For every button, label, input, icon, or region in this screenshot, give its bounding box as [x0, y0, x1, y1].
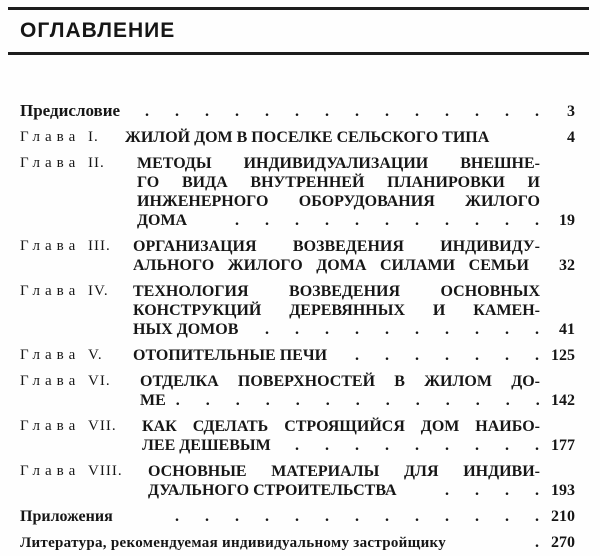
toc-line-text: ОТДЕЛКА ПОВЕРХНОСТЕЙ В ЖИЛОМ ДО-: [140, 373, 540, 390]
chapter-label: [20, 417, 117, 436]
chapter-word: Глава: [20, 418, 81, 434]
toc-entry: [20, 417, 575, 455]
toc-line: [137, 173, 540, 192]
toc-line-text: ИНЖЕНЕРНОГО ОБОРУДОВАНИЯ ЖИЛОГО: [137, 193, 540, 210]
page-number: 3: [567, 103, 575, 120]
toc-entry: [20, 346, 575, 365]
page-number: 125: [551, 347, 575, 364]
toc-line-text: МЕТОДЫ ИНДИВИДУАЛИЗАЦИИ ВНЕШНЕ-: [137, 155, 540, 172]
chapter-label: [20, 237, 111, 256]
table-of-contents: [20, 101, 575, 553]
page-number: 193: [551, 482, 575, 499]
leader-dots: . . . . . . . . .: [295, 437, 539, 454]
chapter-numeral: VI.: [88, 373, 111, 389]
leader-dots: . . . . . . . . . . .: [235, 212, 539, 229]
toc-line-text: НЫХ ДОМОВ: [133, 321, 239, 338]
toc-line-text: ДУАЛЬНОГО СТРОИТЕЛЬСТВА: [148, 482, 397, 499]
toc-line: [133, 256, 575, 275]
leader-dots: . . . . . . .: [355, 347, 539, 364]
chapter-label: [20, 128, 99, 147]
chapter-word: Глава: [20, 347, 81, 363]
chapter-label: [20, 282, 109, 301]
toc-line: [140, 372, 540, 391]
toc-line: [137, 211, 575, 230]
toc-line-text: ОРГАНИЗАЦИЯ ВОЗВЕДЕНИЯ ИНДИВИДУ-: [133, 238, 540, 255]
toc-line-text: ОСНОВНЫЕ МАТЕРИАЛЫ ДЛЯ ИНДИВИ-: [148, 463, 540, 480]
toc-entry: [20, 462, 575, 500]
chapter-numeral: IV.: [88, 283, 109, 299]
toc-line: [133, 301, 540, 320]
toc-line: [142, 436, 575, 455]
toc-entry: [20, 154, 575, 230]
page-number: 210: [551, 508, 575, 525]
toc-line-text: ГО ВИДА ВНУТРЕННЕЙ ПЛАНИРОВКИ И: [137, 174, 540, 191]
toc-line-text: КОНСТРУКЦИЙ ДЕРЕВЯННЫХ И КАМЕН-: [133, 302, 540, 319]
toc-line: [142, 417, 540, 436]
chapter-word: Глава: [20, 283, 81, 299]
chapter-label: [20, 462, 123, 481]
toc-line: [137, 154, 540, 173]
toc-line-text: ТЕХНОЛОГИЯ ВОЗВЕДЕНИЯ ОСНОВНЫХ: [133, 283, 540, 300]
toc-line: [137, 192, 540, 211]
toc-line: [133, 237, 540, 256]
page-number: 41: [559, 321, 575, 338]
chapter-numeral: I.: [88, 129, 99, 145]
toc-line-text: Литература, рекомендуемая индивидуальному застройщику: [20, 535, 447, 551]
toc-line-text: ЖИЛОЙ ДОМ В ПОСЕЛКЕ СЕЛЬСКОГО ТИПА: [125, 129, 490, 146]
page-title: ОГЛАВЛЕНИЕ: [20, 19, 176, 42]
toc-line-text: ЛЕЕ ДЕШЕВЫМ: [142, 437, 271, 454]
chapter-numeral: VII.: [88, 418, 117, 434]
chapter-label: [20, 372, 111, 391]
chapter-word: Глава: [20, 238, 81, 254]
leader-dots: . . . . . . . . . . . . . .: [145, 103, 539, 120]
toc-entry: [20, 282, 575, 339]
leader-dots: . . . . . . . . . . . . .: [175, 392, 540, 409]
toc-line: [148, 481, 575, 500]
chapter-numeral: III.: [88, 238, 111, 254]
toc-line-text: МЕ: [140, 392, 166, 409]
toc-line-text: ОТОПИТЕЛЬНЫЕ ПЕЧИ: [133, 347, 328, 364]
page-header: [8, 7, 589, 55]
toc-entry-appendices: [20, 507, 575, 526]
chapter-label: [20, 346, 103, 365]
leader-dots: . . . . . . . . . .: [265, 321, 539, 338]
page-number: 19: [559, 212, 575, 229]
toc-line-text: Приложения: [20, 508, 113, 525]
leader-dots: .: [535, 534, 539, 551]
toc-line: [148, 462, 540, 481]
leader-dots: . . . .: [445, 482, 539, 499]
chapter-word: Глава: [20, 463, 81, 479]
toc-entry: [20, 128, 575, 147]
page-number: 32: [559, 257, 575, 274]
toc-line: [140, 391, 575, 410]
toc-line-text: ДОМА: [137, 212, 188, 229]
toc-entry-preface: [20, 101, 575, 121]
toc-entry-literature: [20, 533, 575, 553]
page-number: 270: [551, 534, 575, 551]
chapter-numeral: VIII.: [88, 463, 123, 479]
page-number: 177: [551, 437, 575, 454]
toc-line-text: АЛЬНОГО ЖИЛОГО ДОМА СИЛАМИ СЕМЬИ: [133, 257, 529, 274]
toc-line: [133, 282, 540, 301]
chapter-numeral: V.: [88, 347, 103, 363]
page-number: 4: [567, 129, 575, 146]
toc-line: [133, 346, 575, 365]
toc-entry: [20, 237, 575, 275]
page-number: 142: [551, 392, 575, 409]
chapter-word: Глава: [20, 129, 81, 145]
chapter-label: [20, 154, 105, 173]
toc-entry: [20, 372, 575, 410]
leader-dots: . . . . . . . . . . . . .: [175, 508, 539, 525]
toc-line: [133, 320, 575, 339]
toc-line-text: Предисловие: [20, 101, 121, 120]
chapter-word: Глава: [20, 373, 81, 389]
chapter-word: Глава: [20, 155, 81, 171]
chapter-numeral: II.: [88, 155, 105, 171]
toc-line: [125, 128, 575, 147]
toc-line-text: КАК СДЕЛАТЬ СТРОЯЩИЙСЯ ДОМ НАИБО-: [142, 418, 540, 435]
